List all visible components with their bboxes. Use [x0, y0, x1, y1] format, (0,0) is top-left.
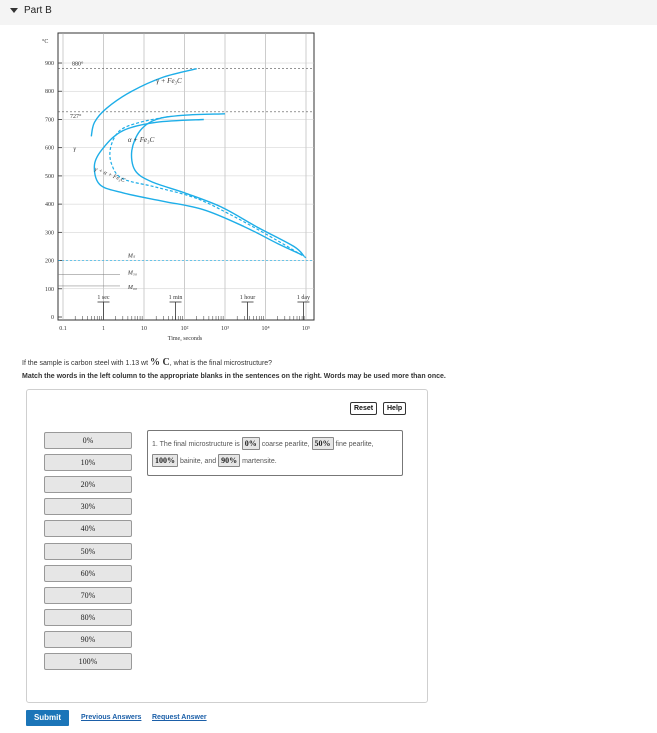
region-label: γ + Fe₃C	[156, 76, 182, 85]
word-tile[interactable]: 0%	[44, 432, 132, 449]
answer-sentence: 1. The final microstructure is 0% coarse pearlite, 50% fine pearlite, 100% bainite, and 90% martensite.	[147, 430, 403, 476]
x-tick-label: 10⁴	[261, 326, 270, 332]
region-label: γ + α + Fe₃C	[93, 166, 126, 185]
y-tick-label: 100	[45, 286, 54, 293]
region-label: M₉₀	[127, 284, 138, 291]
region-label: M₅₀	[127, 270, 138, 277]
y-tick-label: 600	[45, 145, 54, 152]
blank-bainite[interactable]: 100%	[152, 454, 178, 467]
collapse-caret-icon[interactable]	[10, 8, 18, 13]
time-marker-label: 1 sec	[97, 295, 110, 301]
x-tick-label: 10²	[180, 326, 189, 332]
temperature-label: 880°	[72, 61, 84, 68]
ttt-diagram	[0, 30, 330, 350]
word-tile[interactable]: 80%	[44, 609, 132, 626]
y-tick-label: 900	[45, 61, 54, 68]
word-tile[interactable]: 20%	[44, 476, 132, 493]
region-label: γ	[73, 145, 76, 153]
blank-coarse-pearlite[interactable]: 0%	[242, 437, 260, 450]
blank-martensite[interactable]: 90%	[218, 454, 240, 467]
y-tick-label: 400	[45, 202, 54, 209]
temperature-label: 727°	[70, 113, 82, 120]
blank-fine-pearlite[interactable]: 50%	[312, 437, 334, 450]
submit-button[interactable]: Submit	[26, 710, 69, 726]
request-answer-link[interactable]: Request Answer	[152, 714, 207, 721]
word-tile[interactable]: 60%	[44, 565, 132, 582]
x-tick-label: 10⁵	[301, 326, 311, 332]
y-tick-label: 700	[45, 117, 54, 124]
y-tick-label: 300	[45, 230, 54, 237]
composition-symbol: % C	[150, 357, 170, 368]
reset-button[interactable]: Reset	[350, 402, 377, 415]
question-text: If the sample is carbon steel with 1.13 wt % C, what is the final microstructure?	[22, 357, 273, 368]
word-tile[interactable]: 100%	[44, 653, 132, 670]
y-tick-label: 800	[45, 89, 54, 96]
x-axis-label: Time, seconds	[167, 336, 203, 342]
word-tile[interactable]: 70%	[44, 587, 132, 604]
y-unit-label: °C	[42, 39, 49, 45]
x-tick-label: 1	[102, 326, 105, 332]
time-marker-label: 1 day	[296, 295, 311, 301]
region-label: Mₛ	[127, 253, 136, 260]
y-tick-label: 0	[51, 315, 54, 321]
part-header[interactable]	[0, 0, 657, 25]
word-tile[interactable]: 90%	[44, 631, 132, 648]
region-label: α + Fe₃C	[127, 136, 155, 145]
x-tick-label: 0.1	[59, 326, 67, 332]
help-button[interactable]: Help	[383, 402, 406, 415]
time-marker-label: 1 hour	[239, 295, 256, 301]
time-marker-label: 1 min	[168, 295, 183, 301]
y-tick-label: 500	[45, 173, 54, 180]
part-title: Part B	[24, 5, 52, 16]
word-tile[interactable]: 10%	[44, 454, 132, 471]
word-tile[interactable]: 40%	[44, 520, 132, 537]
word-tile[interactable]: 30%	[44, 498, 132, 515]
plot-frame	[58, 33, 314, 320]
previous-answers-link[interactable]: Previous Answers	[81, 714, 142, 721]
y-tick-label: 200	[45, 258, 54, 265]
word-tile[interactable]: 50%	[44, 543, 132, 560]
instructions: Match the words in the left column to the appropriate blanks in the sentences on the right. Words may be used more than once.	[22, 373, 446, 380]
x-tick-label: 10	[141, 326, 147, 332]
x-tick-label: 10³	[221, 326, 229, 332]
